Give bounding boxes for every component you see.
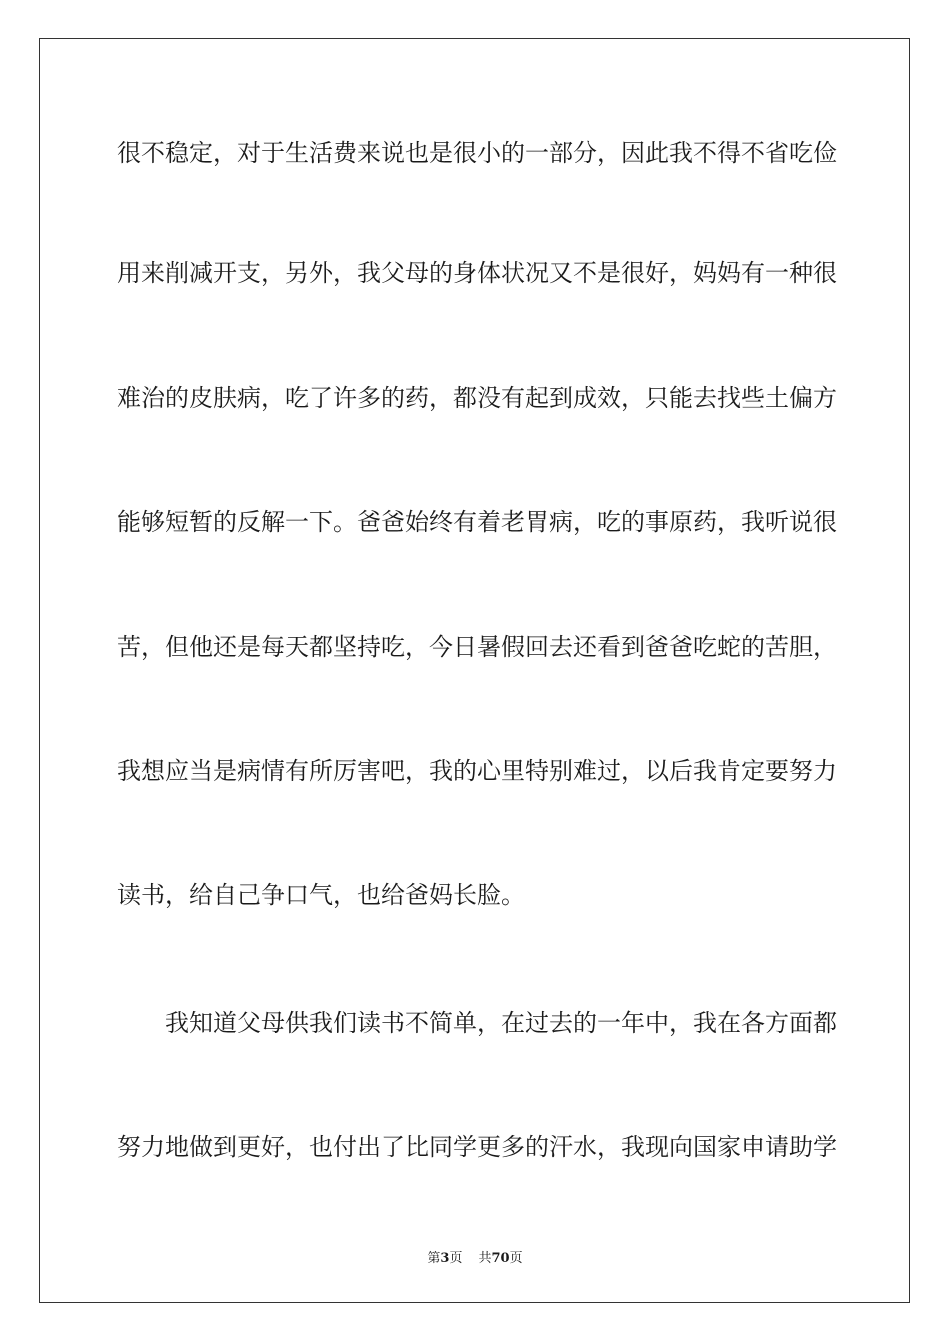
text-line-4: 能够短暂的反解一下。爸爸始终有着老胃病，吃的事原药，我听说很	[117, 508, 837, 536]
text-line-7: 读书，给自己争口气，也给爸妈长脸。	[117, 881, 525, 909]
text-line-1: 很不稳定，对于生活费来说也是很小的一部分，因此我不得不省吃俭	[117, 139, 837, 167]
footer-total-suffix: 页	[509, 1251, 523, 1266]
text-line-2: 用来削减开支，另外，我父母的身体状况又不是很好，妈妈有一种很	[117, 259, 837, 287]
footer-page-number: 3	[440, 1251, 450, 1266]
text-line-5: 苦，但他还是每天都坚持吃，今日暑假回去还看到爸爸吃蛇的苦胆，	[117, 633, 837, 661]
text-line-6: 我想应当是病情有所厉害吧，我的心里特别难过，以后我肯定要努力	[117, 757, 837, 785]
text-line-8: 我知道父母供我们读书不简单，在过去的一年中，我在各方面都	[165, 1009, 837, 1037]
footer-total-pages: 70	[491, 1251, 510, 1266]
page-border	[39, 38, 910, 1303]
text-line-3: 难治的皮肤病，吃了许多的药，都没有起到成效，只能去找些土偏方	[117, 384, 837, 412]
footer-page-prefix: 第	[427, 1251, 441, 1266]
footer-page-suffix: 页	[449, 1251, 463, 1266]
footer-total-prefix: 共	[478, 1251, 492, 1266]
page-footer	[0, 1247, 950, 1266]
text-line-9: 努力地做到更好，也付出了比同学更多的汗水，我现向国家申请助学	[117, 1133, 837, 1161]
